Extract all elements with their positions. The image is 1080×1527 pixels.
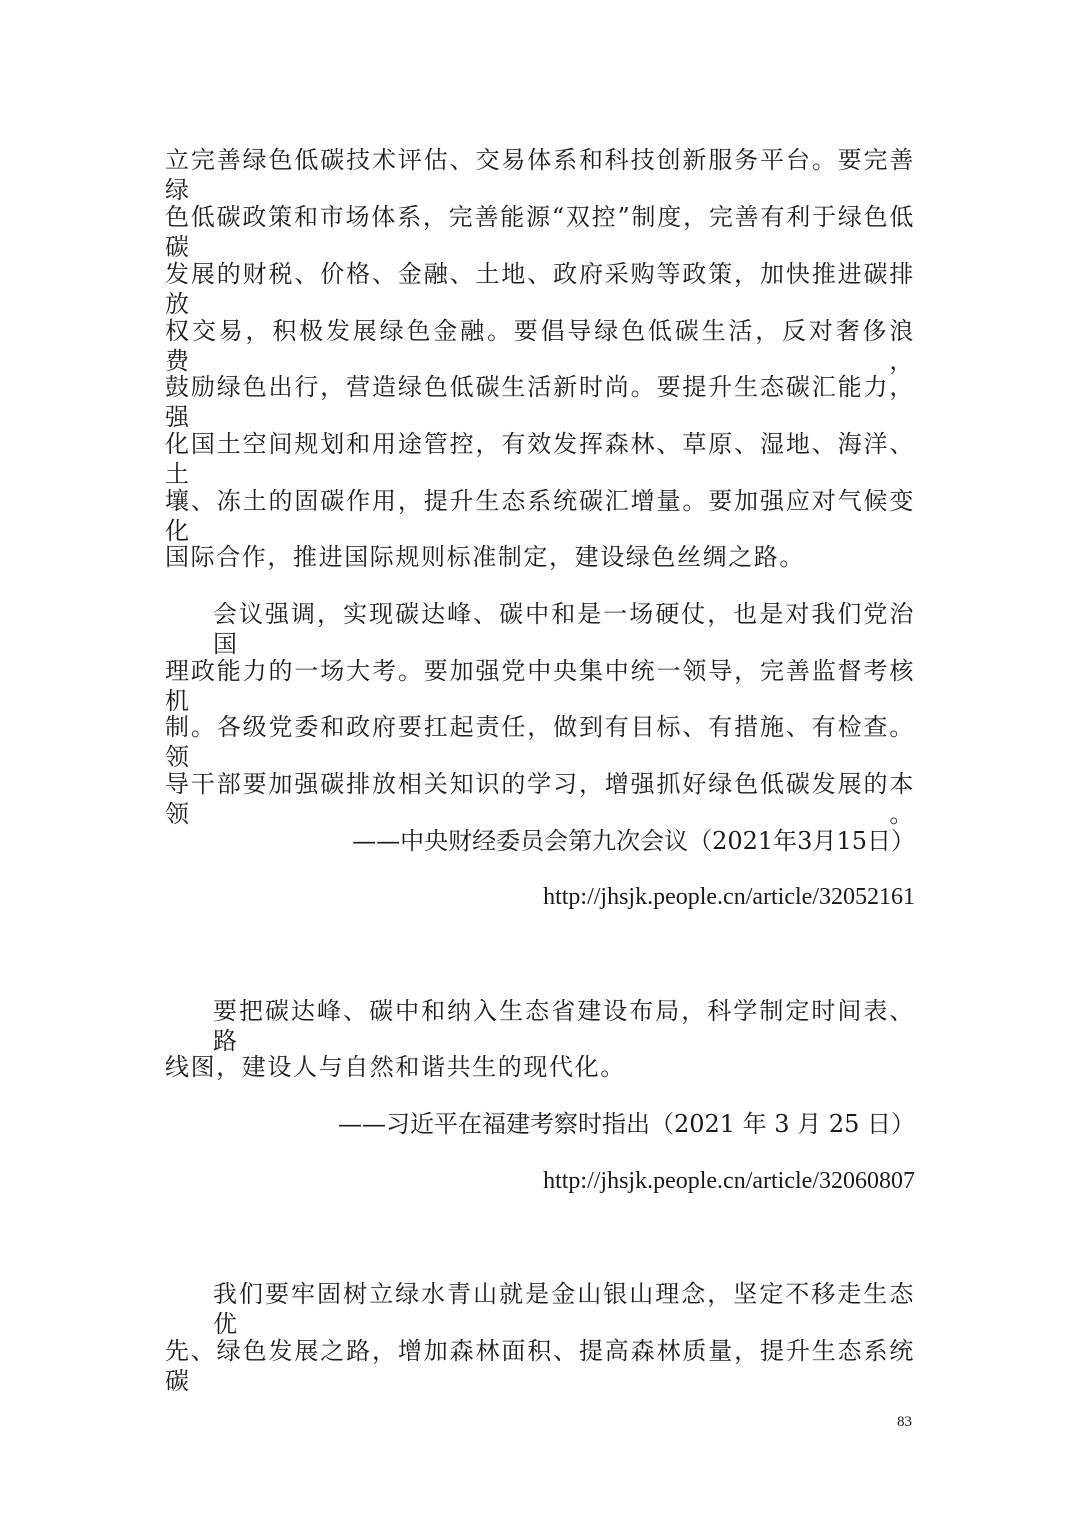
paragraph-line: 先、绿色发展之路，增加森林面积、提高森林质量，提升生态系统碳	[165, 1337, 915, 1395]
paragraph-line: 导干部要加强碳排放相关知识的学习，增强抓好绿色低碳发展的本领。	[165, 770, 915, 828]
paragraph-line: 理政能力的一场大考。要加强党中央集中统一领导，完善监督考核机	[165, 657, 915, 715]
source-attribution: ——习近平在福建考察时指出（2021 年 3 月 25 日）	[337, 1110, 915, 1138]
paragraph-line: 权交易，积极发展绿色金融。要倡导绿色低碳生活，反对奢侈浪费，	[165, 317, 915, 375]
paragraph-line: 色低碳政策和市场体系，完善能源“双控”制度，完善有利于绿色低碳	[165, 203, 915, 261]
source-attribution: ——中央财经委员会第九次会议（2021年3月15日）	[352, 827, 915, 855]
paragraph-line: 制。各级党委和政府要扛起责任，做到有目标、有措施、有检查。领	[165, 713, 915, 771]
page-number: 83	[897, 1414, 912, 1430]
paragraph-line: 国际合作，推进国际规则标准制定，建设绿色丝绸之路。	[165, 543, 805, 571]
paragraph-line: 鼓励绿色出行，营造绿色低碳生活新时尚。要提升生态碳汇能力，强	[165, 373, 915, 431]
paragraph-line: 发展的财税、价格、金融、土地、政府采购等政策，加快推进碳排放	[165, 260, 915, 318]
paragraph-line: 壤、冻土的固碳作用，提升生态系统碳汇增量。要加强应对气候变化	[165, 487, 915, 545]
paragraph-line: 化国土空间规划和用途管控，有效发挥森林、草原、湿地、海洋、土	[165, 430, 915, 488]
paragraph-line: 我们要牢固树立绿水青山就是金山银山理念，坚定不移走生态优	[213, 1280, 915, 1338]
source-link[interactable]: http://jhsjk.people.cn/article/32052161	[543, 884, 915, 910]
paragraph-line: 要把碳达峰、碳中和纳入生态省建设布局，科学制定时间表、路	[213, 997, 915, 1055]
paragraph-line: 会议强调，实现碳达峰、碳中和是一场硬仗，也是对我们党治国	[213, 600, 915, 658]
source-link[interactable]: http://jhsjk.people.cn/article/32060807	[543, 1168, 915, 1194]
paragraph-line: 立完善绿色低碳技术评估、交易体系和科技创新服务平台。要完善绿	[165, 146, 915, 204]
paragraph-line: 线图，建设人与自然和谐共生的现代化。	[165, 1053, 626, 1081]
